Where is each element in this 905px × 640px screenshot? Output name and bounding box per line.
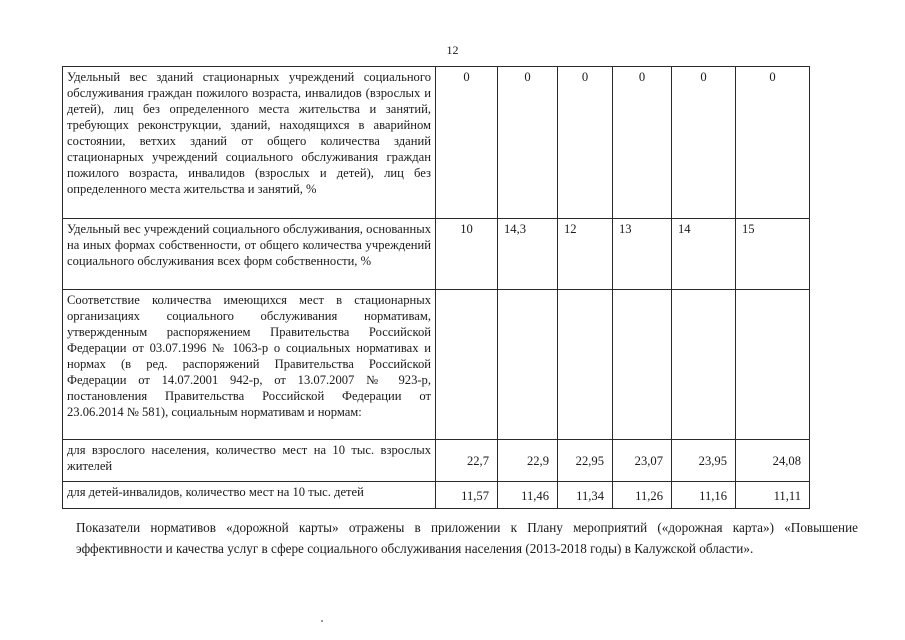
row-label: для детей-инвалидов, количество мест на 10 тыс. детей bbox=[63, 482, 436, 509]
table-row bbox=[63, 482, 810, 509]
table-cell: 0 bbox=[736, 67, 810, 219]
table-cell bbox=[436, 290, 498, 440]
table-row bbox=[63, 290, 810, 440]
table-cell: 22,7 bbox=[436, 440, 498, 482]
page-number: 12 bbox=[446, 43, 459, 57]
table-cell: 22,95 bbox=[558, 440, 613, 482]
table-cell: 12 bbox=[558, 219, 613, 290]
table-cell: 24,08 bbox=[736, 440, 810, 482]
table-cell: 14,3 bbox=[498, 219, 558, 290]
table-cell: 0 bbox=[498, 67, 558, 219]
table-cell: 23,95 bbox=[672, 440, 736, 482]
table-cell: 0 bbox=[613, 67, 672, 219]
row-label: Соответствие количества имеющихся мест в стационарных организациях социального обслуживания нормативам, утвержденным распоряжением Правительства Российской Федерации от 03.07.1996 № 1063-р о социальных нормативах и нормах (в ред. распоряжений Правительства Российской Федерации от 14.07.2001 942-р, от 13.07.2007 № 923-р, постановления Правительства Российской Федерации от 23.06.2014 № 581), социальным нормативам и нормам: bbox=[63, 290, 436, 440]
table-row bbox=[63, 219, 810, 290]
table-cell: 11,16 bbox=[672, 482, 736, 509]
table-cell: 0 bbox=[558, 67, 613, 219]
table-cell: 11,34 bbox=[558, 482, 613, 509]
row-label: Удельный вес зданий стационарных учреждений социального обслуживания граждан пожилого возраста, инвалидов (взрослых и детей), лиц без определенного места жительства и занятий, требующих реконструкции, зданий, находящихся в аварийном состоянии, ветхих зданий от общего количества зданий стационарных учреждений социального обслуживания граждан пожилого возраста, инвалидов (взрослых и детей), лиц без определенного места жительства и занятий, % bbox=[63, 67, 436, 219]
table-cell bbox=[672, 290, 736, 440]
table-cell: 13 bbox=[613, 219, 672, 290]
table-cell: 23,07 bbox=[613, 440, 672, 482]
table-cell: 0 bbox=[436, 67, 498, 219]
row-label: для взрослого населения, количество мест на 10 тыс. взрослых жителей bbox=[63, 440, 436, 482]
table-cell: 0 bbox=[672, 67, 736, 219]
scan-artifact bbox=[321, 620, 323, 622]
table-cell: 11,57 bbox=[436, 482, 498, 509]
indicators-table bbox=[62, 66, 810, 509]
table-row bbox=[63, 67, 810, 219]
table-cell: 15 bbox=[736, 219, 810, 290]
table-cell bbox=[558, 290, 613, 440]
table-cell: 11,46 bbox=[498, 482, 558, 509]
table-row bbox=[63, 440, 810, 482]
table-cell: 11,26 bbox=[613, 482, 672, 509]
table-cell bbox=[498, 290, 558, 440]
row-label: Удельный вес учреждений социального обслуживания, основанных на иных формах собственности, от общего количества учреждений социального обслуживания всех форм собственности, % bbox=[63, 219, 436, 290]
table-cell: 22,9 bbox=[498, 440, 558, 482]
table-cell bbox=[736, 290, 810, 440]
table-cell bbox=[613, 290, 672, 440]
table-cell: 11,11 bbox=[736, 482, 810, 509]
table-cell: 14 bbox=[672, 219, 736, 290]
footer-note: Показатели нормативов «дорожной карты» отражены в приложении к Плану мероприятий («дорожная карта») «Повышение эффективности и качества услуг в сфере социального обслуживания населения (2013-2018 годы) в Калужской области». bbox=[76, 520, 858, 556]
table-cell: 10 bbox=[436, 219, 498, 290]
